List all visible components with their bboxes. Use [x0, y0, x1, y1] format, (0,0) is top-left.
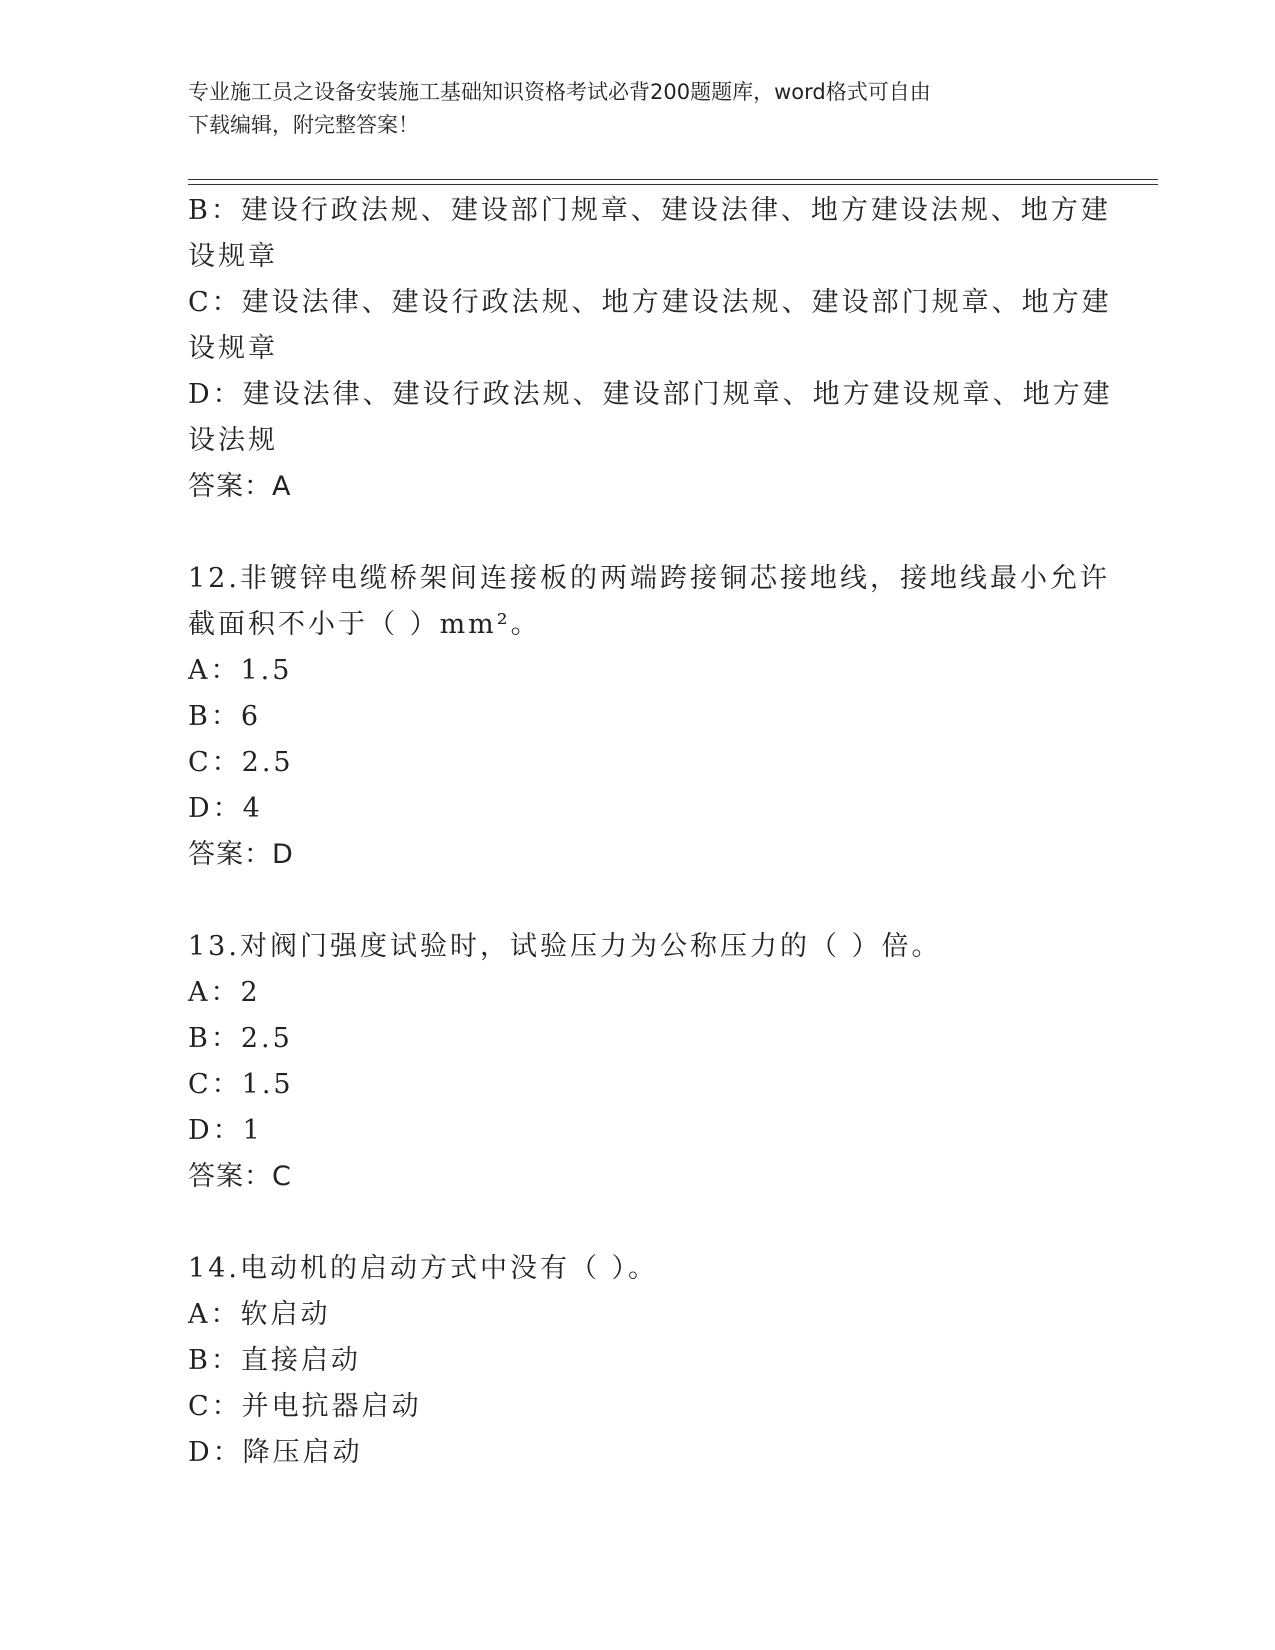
q14-stem: 14.电动机的启动方式中没有（ ）。 — [188, 1253, 659, 1284]
q11-option-d-line1: D：建设法律、建设行政法规、建设部门规章、地方建设规章、地方建 — [188, 379, 1113, 410]
header-divider-top — [188, 179, 1158, 180]
q13-answer: 答案：C — [188, 1161, 292, 1192]
header-line-1: 专业施工员之设备安装施工基础知识资格考试必背200题题库，word格式可自由 — [188, 80, 931, 104]
q11-answer: 答案：A — [188, 471, 292, 502]
spacer — [188, 510, 1088, 556]
q12-option-b: B：6 — [188, 701, 262, 732]
q11-option-c-line2: 设规章 — [188, 333, 278, 364]
q12-stem-line1: 12.非镀锌电缆桥架间连接板的两端跨接铜芯接地线，接地线最小允许 — [188, 563, 1110, 594]
document-header — [188, 76, 1058, 142]
header-line-2: 下载编辑，附完整答案！ — [188, 113, 419, 137]
q14-option-d: D：降压启动 — [188, 1437, 363, 1468]
question-12 — [188, 556, 1110, 878]
question-11 — [188, 188, 1113, 510]
q14-option-b: B：直接启动 — [188, 1345, 361, 1376]
question-list — [188, 188, 1113, 1476]
question-13 — [188, 924, 1088, 1200]
q14-option-a: A：软启动 — [188, 1299, 331, 1330]
q11-option-b-line2: 设规章 — [188, 241, 278, 272]
q13-option-a: A：2 — [188, 977, 261, 1008]
q13-stem: 13.对阀门强度试验时，试验压力为公称压力的（ ）倍。 — [188, 931, 942, 962]
q12-answer: 答案：D — [188, 839, 294, 870]
spacer — [188, 878, 1088, 924]
q12-option-a: A：1.5 — [188, 655, 293, 686]
q13-option-d: D：1 — [188, 1115, 263, 1146]
q12-stem-line2: 截面积不小于（ ）mm²。 — [188, 609, 541, 640]
q13-option-b: B：2.5 — [188, 1023, 293, 1054]
q12-option-d: D：4 — [188, 793, 263, 824]
q14-option-c: C：并电抗器启动 — [188, 1391, 422, 1422]
spacer — [188, 1200, 1088, 1246]
q11-option-d-line2: 设法规 — [188, 425, 278, 456]
question-14 — [188, 1246, 1088, 1476]
q11-option-b-line1: B：建设行政法规、建设部门规章、建设法律、地方建设法规、地方建 — [188, 195, 1111, 226]
q13-option-c: C：1.5 — [188, 1069, 294, 1100]
q12-option-c: C：2.5 — [188, 747, 294, 778]
q11-option-c-line1: C：建设法律、建设行政法规、地方建设法规、建设部门规章、地方建 — [188, 287, 1112, 318]
header-divider-bottom — [188, 184, 1158, 185]
